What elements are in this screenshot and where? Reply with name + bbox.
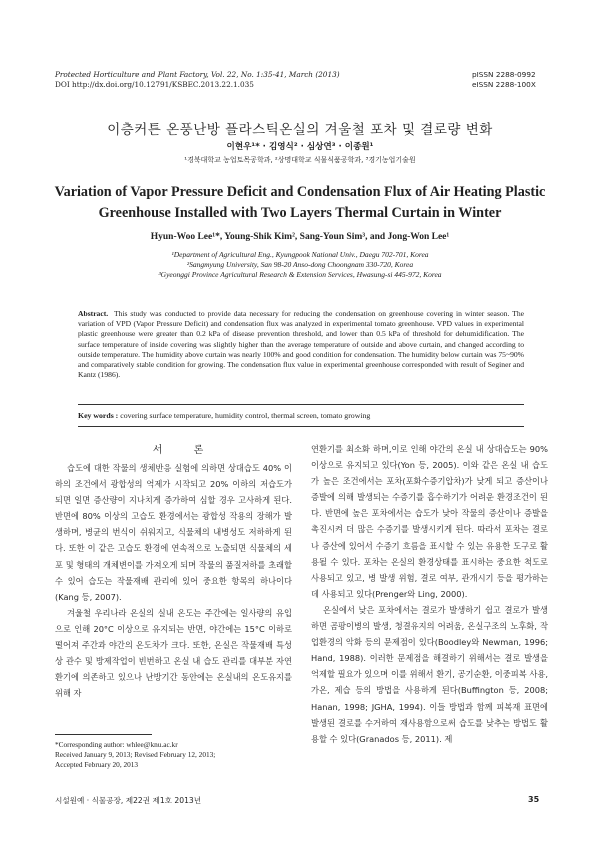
keywords-text: covering surface temperature, humidity control, thermal screen, tomato growing: [120, 411, 371, 420]
abstract-text: This study was conducted to provide data necessary for reducing the condensation on greenhouse covering in winter season. The variation of VPD (Vapor Pressure Deficit) and condensation flux was analyzed in experimental tomato greenhouse. VPD values in experimental plastic greenhouse were greater than 0.2 kPa of disease prevention threshold, and lower than 0.5 kPa of threshold for dehumidification. The surface temperature of inside covering was slightly higher than the average temperature of outside and above curtain, and changed according to outside temperature. The humidity above curtain was nearly 100% and good condition for condensation. The humidity below curtain was 75~90% and comparatively stable condition for growing. The condensation flux value in experimental greenhouse corresponded with result of Seginer and Kantz (1986).: [78, 309, 524, 380]
doi-line[interactable]: DOI http://dx.doi.org/10.12791/KSBEC.2013.22.1.035: [55, 79, 254, 89]
accepted-date: Accepted February 20, 2013: [55, 759, 139, 769]
footnote: [55, 740, 215, 769]
body-paragraph: 습도에 대한 작물의 생체반응 실험에 의하면 상대습도 40% 이하의 조건에서 광합성의 억제가 시작되고 20% 이하의 저습도가 되면 일면 증산량이 지나치게 증가하여 심할 경우 고사하게 된다. 반면에 80% 이상의 고습도 환경에서는 광합성 작용의 장해가 발생하며, 병균의 번식이 쉬워지고, 식물체의 내병성도 저하하게 된다. 또한 이 같은 고습도 환경에 연속적으로 노출되면 식물체의 세포 및 형태의 개체변이를 가져오게 되며 작물의 품질저하를 초래할 수 있어 습도는 작물재배 관리에 있어 중요한 항목의 하나이다(Kang 등, 2007).: [55, 463, 292, 602]
affiliation-2: ²Sangmyung University, San 98-20 Anso-dong Choongnam 330-720, Korea: [186, 260, 414, 270]
corresponding-author: *Corresponding author: whlee@knu.ac.kr: [55, 740, 178, 749]
journal-header: [55, 70, 340, 89]
keywords-bottom-rule: [78, 426, 524, 427]
english-affiliations: [0, 250, 600, 281]
eissn: eISSN 2288-100X: [472, 79, 536, 89]
korean-authors: 이현우¹* · 김영식² · 심상연³ · 이종원¹: [226, 142, 374, 152]
body-paragraph: 연환기를 최소화 하며,이로 인해 야간의 온실 내 상대습도는 90% 이상으로 유지되고 있다(Yon 등, 2005). 이와 같은 온실 내 습도가 높은 조건에서는 포차(포화수증기압차)가 낮게 되고 증산이나 증발에 의해 발생되는 수증기를 흡수하기가 어려운 환경조건이 된다. 반면에 높은 포차에서는 습도가 낮아 작물의 증산이나 증발을 촉진시켜 더 많은 수증기를 발생시키게 된다. 따라서 포차는 결로나 증산에 있어서 수증기 흐름을 표시할 수 있는 유용한 도구로 활용될 수 있다. 포차는 온실의 환경상태를 표시하는 중요한 척도로 사용되고 있고, 병 발생 위험, 결로 여부, 관개시기 등을 평가하는데 사용되고 있다(Prenger와 Ling, 2000).: [311, 444, 548, 599]
body-left-column: [55, 460, 292, 701]
affiliation-3: ³Gyeonggi Province Agricultural Research & Extension Services, Hwasung-si 445-972, Korea: [158, 270, 442, 280]
english-title: Variation of Vapor Pressure Deficit and Condensation Flux of Air Heating Plastic Greenhouse Installed with Two Layers Thermal Curtain in Winter: [54, 184, 546, 221]
pissn: pISSN 2288-0992: [472, 70, 536, 79]
journal-citation: Protected Horticulture and Plant Factory, Vol. 22, No. 1:35-41, March (2013): [55, 70, 340, 79]
keywords-label: Key words :: [78, 411, 119, 420]
footnote-rule: [55, 734, 152, 735]
affiliation-1: ¹Department of Agricultural Eng., Kyungpook National Univ., Daegu 702-701, Korea: [171, 250, 429, 259]
keywords-top-rule: [78, 404, 524, 405]
body-paragraph: 온실에서 낮은 포차에서는 결로가 발생하기 쉽고 결로가 발생하면 곰팡이병의 발생, 청결유지의 어려움, 온실구조의 노후화, 작업환경의 악화 등의 문제점이 있다(Boodley와 Newman, 1996; Hand, 1988). 이러한 문제점을 해결하기 위해서는 결로 발생을 억제할 필요가 있으며 이를 위해서 환기, 공기순환, 이중피복 사용, 가온, 제습 등의 방법을 사용하게 된다(Buffington 등, 2008; Hanan, 1998; JGHA, 1994). 이들 방법과 함께 피복재 표면에 발생된 결로를 수거하여 재사용함으로써 습도를 낮추는 방법도 활용할 수 있다(Granados 등, 2011). 제: [311, 604, 548, 744]
korean-title: 이층커튼 온풍난방 플라스틱온실의 겨울철 포차 및 결로량 변화: [107, 122, 493, 138]
body-paragraph: 겨울철 우리나라 온실의 실내 온도는 주간에는 일사량의 유입으로 인해 20°C 이상으로 유지되는 반면, 야간에는 15°C 이하로 떨어져 주간과 야간의 온도차가 크다. 또한, 온실은 작물재배 특성상 관수 및 방제작업이 빈번하고 온실 내 습도 관리를 대부분 자연환기에 의존하고 있으나 난방기간 동안에는 온실내의 온도유지를 위해 자: [55, 607, 292, 699]
abstract-label: Abstract.: [78, 309, 109, 318]
journal-footer: 시설원예 · 식물공장, 제22권 제1호 2013년: [55, 796, 202, 805]
issn-block: [472, 70, 536, 89]
page-number: 35: [528, 795, 540, 804]
body-right-column: [311, 441, 548, 747]
keywords: [78, 411, 524, 420]
received-date: Received January 9, 2013; Revised February 12, 2013;: [55, 749, 216, 759]
abstract: [78, 309, 524, 380]
english-authors: Hyun-Woo Lee¹*, Young-Shik Kim², Sang-Youn Sim³, and Jong-Won Lee¹: [150, 232, 450, 242]
section-title-introduction: 서 론: [152, 445, 218, 456]
korean-affiliations: ¹경북대학교 농업토목공학과, ²상명대학교 식물식품공학과, ³경기농업기술원: [184, 156, 416, 164]
